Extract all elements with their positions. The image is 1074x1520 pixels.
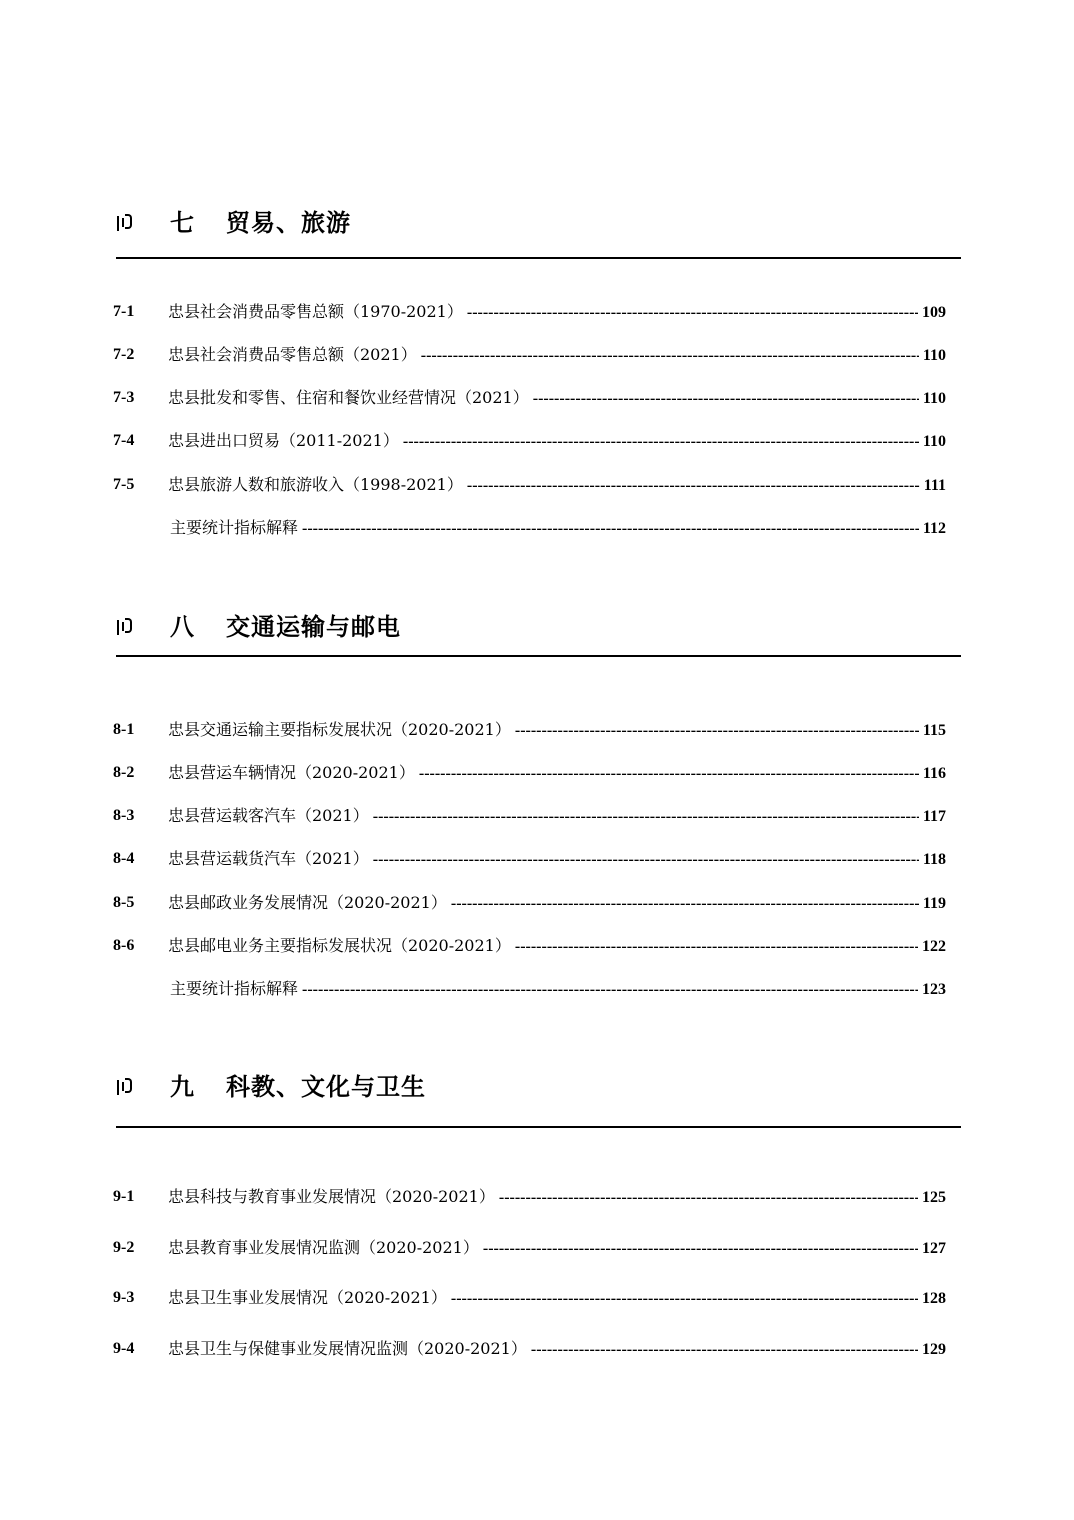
toc-entry[interactable] [0,515,1074,541]
toc-entry-page: 110 [922,390,946,407]
toc-entry[interactable] [0,385,1074,411]
toc-entry-title: 忠县营运载货汽车（2021） [168,849,369,868]
section-header [0,1069,1074,1109]
toc-entry[interactable] [0,1184,1074,1210]
toc-entry-title: 忠县邮政业务发展情况（2020-2021） [168,893,447,912]
toc-entry[interactable] [0,1285,1074,1311]
section-marker-icon [116,618,134,636]
toc-entry-page: 111 [923,477,946,494]
section-number: 八 [170,613,194,641]
toc-entry-page: 110 [922,347,946,364]
toc-entry-title: 忠县卫生与保健事业发展情况监测（2020-2021） [168,1339,527,1358]
toc-entry-code: 9-1 [113,1188,135,1205]
toc-entry-title: 忠县批发和零售、住宿和餐饮业经营情况（2021） [168,388,529,407]
toc-entry-title: 忠县营运载客汽车（2021） [168,806,369,825]
section-header [0,609,1074,649]
toc-entry-title: 忠县营运车辆情况（2020-2021） [168,763,415,782]
toc-entry[interactable] [0,717,1074,743]
toc-entry-page: 128 [922,1290,946,1307]
toc-entry-title: 忠县教育事业发展情况监测（2020-2021） [168,1238,479,1257]
toc-entry-code: 9-2 [113,1239,135,1256]
dot-leader [483,1236,918,1262]
toc-entry-title: 忠县科技与教育事业发展情况（2020-2021） [168,1187,495,1206]
dot-leader [421,343,919,369]
section-marker-icon [116,1078,134,1096]
toc-entry-page: 110 [922,433,946,450]
toc-entry[interactable] [0,299,1074,325]
dot-leader [451,891,919,917]
dot-leader [302,516,919,542]
dot-leader [419,761,919,787]
toc-entry-page: 119 [922,895,946,912]
dot-leader [499,1185,918,1211]
toc-entry-title: 忠县邮电业务主要指标发展状况（2020-2021） [168,936,511,955]
dot-leader [533,386,919,412]
toc-entry-title: 忠县社会消费品零售总额（1970-2021） [168,302,463,321]
toc-entry-page: 109 [922,304,946,321]
toc-entry-page: 127 [922,1240,946,1257]
toc-entry-code: 8-6 [113,937,135,954]
section-8 [0,609,1074,998]
dot-leader [515,718,919,744]
toc-entry-code: 7-3 [113,389,135,406]
toc-entry-code: 8-4 [113,850,135,867]
toc-entry-page: 123 [922,981,946,998]
section-marker-icon [116,214,134,232]
toc-entry-code: 9-3 [113,1289,135,1306]
toc-entry-page: 117 [922,808,946,825]
toc-entry[interactable] [0,890,1074,916]
toc-entry-title: 主要统计指标解释 [170,979,299,998]
dot-leader [373,804,919,830]
toc-entry-page: 118 [922,851,946,868]
toc-entry-code: 7-2 [113,346,135,363]
toc-entry[interactable] [0,428,1074,454]
toc-entry-code: 7-1 [113,303,135,320]
toc-entry-title: 忠县进出口贸易（2011-2021） [168,431,399,450]
toc-entry-title: 忠县旅游人数和旅游收入（1998-2021） [168,475,463,494]
toc-entry[interactable] [0,1235,1074,1261]
toc-entry-code: 8-2 [113,764,135,781]
dot-leader [302,977,918,1003]
toc-entry-page: 116 [922,765,946,782]
toc-entry-page: 125 [922,1189,946,1206]
toc-entry-code: 8-1 [113,721,135,738]
toc-entry-page: 115 [922,722,946,739]
toc-entry[interactable] [0,933,1074,959]
toc-entry[interactable] [0,846,1074,872]
section-divider [116,1126,961,1128]
dot-leader [373,847,919,873]
toc-entry[interactable] [0,803,1074,829]
toc-entry-page: 122 [922,938,946,955]
toc-entry[interactable] [0,976,1074,1002]
dot-leader [467,300,918,326]
toc-entry-code: 8-3 [113,807,135,824]
section-title: 科教、文化与卫生 [226,1073,426,1101]
toc-entry-code: 7-4 [113,432,135,449]
section-7 [0,205,1074,537]
toc-entry-title: 忠县交通运输主要指标发展状况（2020-2021） [168,720,511,739]
section-header [0,205,1074,245]
section-number: 七 [170,209,194,237]
dot-leader [515,934,918,960]
dot-leader [531,1337,918,1363]
toc-entry-title: 忠县社会消费品零售总额（2021） [168,345,417,364]
toc-entry-page: 112 [922,520,946,537]
toc-entry-page: 129 [922,1341,946,1358]
toc-entry-code: 7-5 [113,476,135,493]
section-divider [116,257,961,259]
section-title: 交通运输与邮电 [226,613,401,641]
dot-leader [451,1286,918,1312]
toc-entry[interactable] [0,1336,1074,1362]
toc-entry-title: 忠县卫生事业发展情况（2020-2021） [168,1288,447,1307]
section-divider [116,655,961,657]
dot-leader [467,473,920,499]
toc-entry[interactable] [0,472,1074,498]
dot-leader [403,429,919,455]
toc-entry-code: 9-4 [113,1340,135,1357]
section-title: 贸易、旅游 [226,209,351,237]
toc-entry-code: 8-5 [113,894,135,911]
toc-entry[interactable] [0,760,1074,786]
section-number: 九 [170,1073,194,1101]
toc-entry[interactable] [0,342,1074,368]
toc-entry-title: 主要统计指标解释 [170,518,299,537]
section-9 [0,1069,1074,1358]
